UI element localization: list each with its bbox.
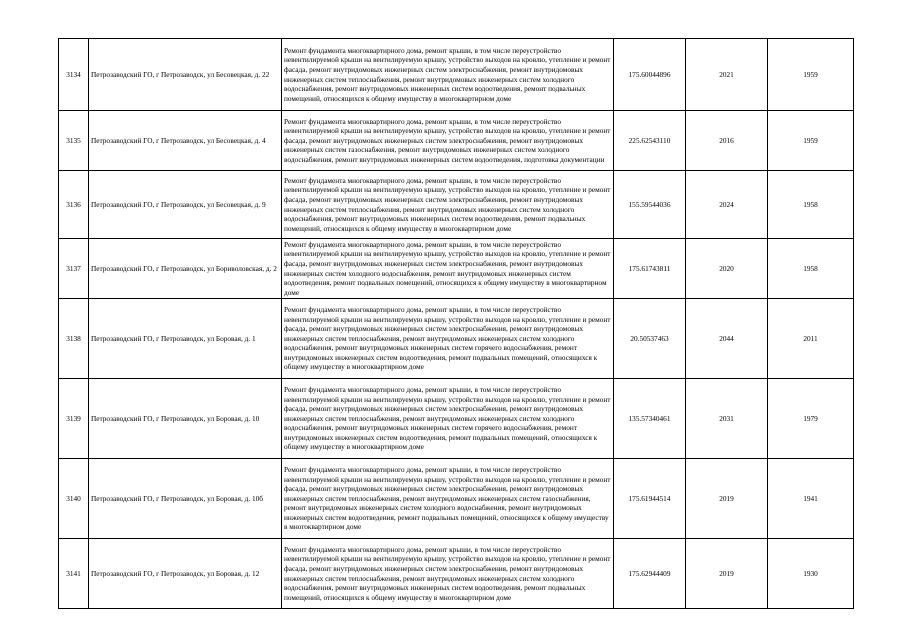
cost-cell: 175.61944514 bbox=[614, 459, 686, 539]
table-row bbox=[59, 299, 854, 379]
works-cell: Ремонт фундамента многоквартирного дома, ремонт крыши, в том числе переустройство невентилируемой крыши на вентилируемую крышу, устройство выходов на кровлю, утепление и ремонт фасада, ремонт внутридомовых инженерных систем электроснабжения, ремонт внутридомовых инженерных систем теплоснабжения, ремонт внутридомовых инженерных систем холодного водоснабжения, ремонт внутридомовых инженерных систем горячего водоснабжения, ремонт внутридомовых инженерных систем водоотведения, ремонт подвальных помещений, относящихся к общему имуществу в многоквартирном доме bbox=[282, 299, 614, 379]
works-cell: Ремонт фундамента многоквартирного дома, ремонт крыши, в том числе переустройство невентилируемой крыши на вентилируемую крышу, устройство выходов на кровлю, утепление и ремонт фасада, ремонт внутридомовых инженерных систем электроснабжения, ремонт внутридомовых инженерных систем теплоснабжения, ремонт внутридомовых инженерных систем холодного водоснабжения, ремонт внутридомовых инженерных систем горячего водоснабжения, ремонт внутридомовых инженерных систем водоотведения, ремонт подвальных помещений, относящихся к общему имуществу в многоквартирном доме bbox=[282, 379, 614, 459]
address-cell: Петрозаводский ГО, г Петрозаводск, ул Боровая, д. 10 bbox=[89, 379, 282, 459]
cost-cell: 155.59544036 bbox=[614, 171, 686, 239]
cost-cell: 20.50537463 bbox=[614, 299, 686, 379]
works-cell: Ремонт фундамента многоквартирного дома, ремонт крыши, в том числе переустройство невентилируемой крыши на вентилируемую крышу, устройство выходов на кровлю, утепление и ремонт фасада, ремонт внутридомовых инженерных систем электроснабжения, ремонт внутридомовых инженерных систем теплоснабжения, ремонт внутридомовых инженерных систем холодного водоснабжения, ремонт внутридомовых инженерных систем водоотведения, ремонт подвальных помещений, относящихся к общему имуществу в многоквартирном доме bbox=[282, 539, 614, 609]
repair-year-cell: 2020 bbox=[686, 239, 768, 299]
address-cell: Петрозаводский ГО, г Петрозаводск, ул Бесовецкая, д. 9 bbox=[89, 171, 282, 239]
repair-year-cell: 2044 bbox=[686, 299, 768, 379]
address-cell: Петрозаводский ГО, г Петрозаводск, ул Бесовецкая, д. 4 bbox=[89, 111, 282, 171]
build-year-cell: 1959 bbox=[768, 111, 854, 171]
repair-year-cell: 2031 bbox=[686, 379, 768, 459]
register-table bbox=[58, 38, 854, 609]
works-cell: Ремонт фундамента многоквартирного дома, ремонт крыши, в том числе переустройство невентилируемой крыши на вентилируемую крышу, устройство выходов на кровлю, утепление и ремонт фасада, ремонт внутридомовых инженерных систем электроснабжения, ремонт внутридомовых инженерных систем холодного водоснабжения, ремонт внутридомовых инженерных систем водоотведения, ремонт подвальных помещений, относящихся к общему имуществу в многоквартирном доме bbox=[282, 239, 614, 299]
works-cell: Ремонт фундамента многоквартирного дома, ремонт крыши, в том числе переустройство невентилируемой крыши на вентилируемую крышу, устройство выходов на кровлю, утепление и ремонт фасада, ремонт внутридомовых инженерных систем электроснабжения, ремонт внутридомовых инженерных систем теплоснабжения, ремонт внутридомовых инженерных систем холодного водоснабжения, ремонт внутридомовых инженерных систем водоотведения, ремонт подвальных помещений, относящихся к общему имуществу в многоквартирном доме bbox=[282, 39, 614, 111]
row-number: 3138 bbox=[59, 299, 89, 379]
repair-year-cell: 2019 bbox=[686, 539, 768, 609]
row-number: 3134 bbox=[59, 39, 89, 111]
cost-cell: 225.62543110 bbox=[614, 111, 686, 171]
address-cell: Петрозаводский ГО, г Петрозаводск, ул Бесовецкая, д. 22 bbox=[89, 39, 282, 111]
cost-cell: 175.61743811 bbox=[614, 239, 686, 299]
address-cell: Петрозаводский ГО, г Петрозаводск, ул Боровая, д. 12 bbox=[89, 539, 282, 609]
row-number: 3140 bbox=[59, 459, 89, 539]
address-cell: Петрозаводский ГО, г Петрозаводск, ул Боровая, д. 10б bbox=[89, 459, 282, 539]
build-year-cell: 1958 bbox=[768, 171, 854, 239]
row-number: 3136 bbox=[59, 171, 89, 239]
table-row bbox=[59, 171, 854, 239]
works-cell: Ремонт фундамента многоквартирного дома, ремонт крыши, в том числе переустройство невентилируемой крыши на вентилируемую крышу, устройство выходов на кровлю, утепление и ремонт фасада, ремонт внутридомовых инженерных систем электроснабжения, ремонт внутридомовых инженерных систем теплоснабжения, ремонт внутридомовых инженерных систем холодного водоснабжения, ремонт внутридомовых инженерных систем водоотведения, ремонт подвальных помещений, относящихся к общему имуществу в многоквартирном доме bbox=[282, 171, 614, 239]
table-row bbox=[59, 39, 854, 111]
row-number: 3135 bbox=[59, 111, 89, 171]
row-number: 3137 bbox=[59, 239, 89, 299]
works-cell: Ремонт фундамента многоквартирного дома, ремонт крыши, в том числе переустройство невентилируемой крыши на вентилируемую крышу, устройство выходов на кровлю, утепление и ремонт фасада, ремонт внутридомовых инженерных систем электроснабжения, ремонт внутридомовых инженерных систем газоснабжения, ремонт внутридомовых инженерных систем холодного водоснабжения, ремонт внутридомовых инженерных систем водоотведения, подготовка документации bbox=[282, 111, 614, 171]
address-cell: Петрозаводский ГО, г Петрозаводск, ул Боровая, д. 1 bbox=[89, 299, 282, 379]
repair-year-cell: 2016 bbox=[686, 111, 768, 171]
build-year-cell: 1959 bbox=[768, 39, 854, 111]
repair-year-cell: 2019 bbox=[686, 459, 768, 539]
row-number: 3141 bbox=[59, 539, 89, 609]
cost-cell: 135.57340461 bbox=[614, 379, 686, 459]
table-row bbox=[59, 459, 854, 539]
table-row bbox=[59, 379, 854, 459]
build-year-cell: 2011 bbox=[768, 299, 854, 379]
build-year-cell: 1979 bbox=[768, 379, 854, 459]
build-year-cell: 1958 bbox=[768, 239, 854, 299]
build-year-cell: 1941 bbox=[768, 459, 854, 539]
table-row bbox=[59, 239, 854, 299]
repair-year-cell: 2024 bbox=[686, 171, 768, 239]
table-row bbox=[59, 111, 854, 171]
cost-cell: 175.60044896 bbox=[614, 39, 686, 111]
works-cell: Ремонт фундамента многоквартирного дома, ремонт крыши, в том числе переустройство невентилируемой крыши на вентилируемую крышу, устройство выходов на кровлю, утепление и ремонт фасада, ремонт внутридомовых инженерных систем электроснабжения, ремонт внутридомовых инженерных систем теплоснабжения, ремонт внутридомовых инженерных систем газоснабжения, ремонт внутридомовых инженерных систем холодного водоснабжения, ремонт внутридомовых инженерных систем водоотведения, ремонт подвальных помещений, относящихся к общему имуществу в многоквартирном доме bbox=[282, 459, 614, 539]
row-number: 3139 bbox=[59, 379, 89, 459]
cost-cell: 175.62944409 bbox=[614, 539, 686, 609]
repair-year-cell: 2021 bbox=[686, 39, 768, 111]
address-cell: Петрозаводский ГО, г Петрозаводск, ул Бориволовская, д. 2 bbox=[89, 239, 282, 299]
build-year-cell: 1930 bbox=[768, 539, 854, 609]
table-row bbox=[59, 539, 854, 609]
